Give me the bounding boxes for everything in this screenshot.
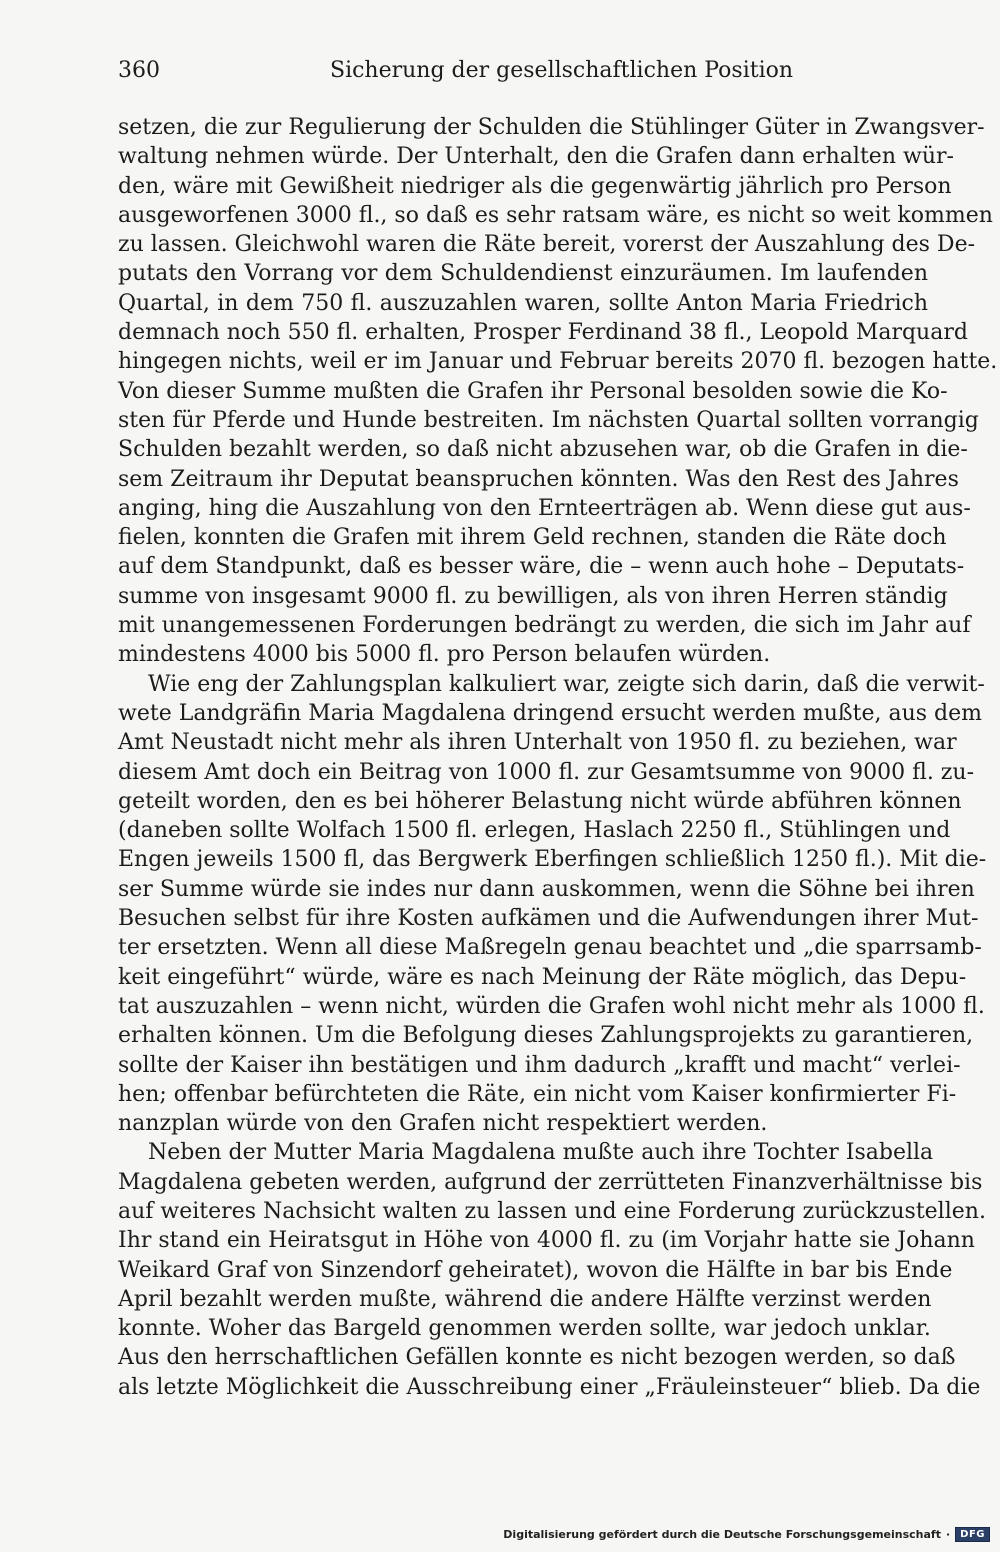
body-text — [118, 113, 998, 1402]
text-line: auf weiteres Nachsicht walten zu lassen und eine Forderung zurückzustellen. — [118, 1198, 986, 1224]
text-line: geteilt worden, den es bei höherer Belastung nicht würde abführen können — [118, 788, 962, 814]
text-line: zu lassen. Gleichwohl waren die Räte bereit, vorerst der Auszahlung des De- — [118, 232, 976, 258]
text-line: sem Zeitraum ihr Deputat beanspruchen könnten. Was den Rest des Jahres — [118, 466, 959, 492]
text-line: fielen, konnten die Grafen mit ihrem Geld rechnen, standen die Räte doch — [118, 525, 947, 551]
text-line: Neben der Mutter Maria Magdalena mußte auch ihre Tochter Isabella — [148, 1140, 934, 1166]
page-header — [118, 58, 928, 90]
text-line: hen; offenbar befürchteten die Räte, ein nicht vom Kaiser konfirmierter Fi- — [118, 1081, 957, 1107]
text-line: hingegen nichts, weil er im Januar und Februar bereits 2070 fl. bezogen hatte. — [118, 349, 998, 375]
text-line: setzen, die zur Regulierung der Schulden die Stühlinger Güter in Zwangsver- — [118, 115, 985, 140]
text-line: Magdalena gebeten werden, aufgrund der zerrütteten Finanzverhältnisse bis — [118, 1169, 983, 1195]
text-line: Ihr stand ein Heiratsgut in Höhe von 4000 fl. zu (im Vorjahr hatte sie Johann — [118, 1228, 975, 1254]
text-line: Schulden bezahlt werden, so daß nicht abzusehen war, ob die Grafen in die- — [118, 437, 968, 463]
text-line: mindestens 4000 bis 5000 fl. pro Person belaufen würden. — [118, 642, 771, 668]
text-line: ter ersetzten. Wenn all diese Maßregeln genau beachtet und „die sparrsamb- — [118, 935, 982, 961]
text-line: ausgeworfenen 3000 fl., so daß es sehr ratsam wäre, es nicht so weit kommen — [118, 202, 993, 228]
text-line: sten für Pferde und Hunde bestreiten. Im nächsten Quartal sollten vorrangig — [118, 407, 979, 433]
text-line: Aus den herrschaftlichen Gefällen konnte es nicht bezogen werden, so daß — [118, 1345, 956, 1371]
text-line: Amt Neustadt nicht mehr als ihren Unterhalt von 1950 fl. zu beziehen, war — [118, 730, 957, 756]
text-line: nanzplan würde von den Grafen nicht respektiert werden. — [118, 1111, 768, 1137]
text-line: diesem Amt doch ein Beitrag von 1000 fl. zur Gesamtsumme von 9000 fl. zu- — [118, 759, 975, 785]
text-line: Wie eng der Zahlungsplan kalkuliert war, zeigte sich darin, daß die verwit- — [148, 671, 985, 697]
text-line: Von dieser Summe mußten die Grafen ihr Personal besolden sowie die Ko- — [118, 378, 948, 404]
text-line: demnach noch 550 fl. erhalten, Prosper Ferdinand 38 fl., Leopold Marquard — [118, 320, 968, 346]
text-line: als letzte Möglichkeit die Ausschreibung einer „Fräuleinsteuer“ blieb. Da die — [118, 1374, 981, 1400]
text-line: keit eingeführt“ würde, wäre es nach Meinung der Räte möglich, das Depu- — [118, 964, 967, 990]
footer-credit: Digitalisierung gefördert durch die Deutsche Forschungsgemeinschaft — [503, 1527, 941, 1541]
text-line: Besuchen selbst für ihre Kosten aufkämen und die Aufwendungen ihrer Mut- — [118, 906, 979, 932]
text-line: April bezahlt werden mußte, während die andere Hälfte verzinst werden — [118, 1286, 932, 1312]
text-line: waltung nehmen würde. Der Unterhalt, den die Grafen dann erhalten wür- — [118, 144, 954, 170]
text-line: (daneben sollte Wolfach 1500 fl. erlegen, Haslach 2250 fl., Stühlingen und — [118, 818, 951, 844]
text-line: summe von insgesamt 9000 fl. zu bewilligen, als von ihren Herren ständig — [118, 583, 948, 609]
footer-bar: Digitalisierung gefördert durch die Deutsche Forschungsgemeinschaft · DFG — [503, 1524, 990, 1544]
page-number: 360 — [118, 58, 160, 83]
text-line: anging, hing die Auszahlung von den Ernteerträgen ab. Wenn diese gut aus- — [118, 495, 971, 521]
text-line: Engen jeweils 1500 fl, das Bergwerk Eberfingen schließlich 1250 fl.). Mit die- — [118, 847, 987, 873]
running-title: Sicherung der gesellschaftlichen Position — [330, 58, 794, 83]
text-line: putats den Vorrang vor dem Schuldendienst einzuräumen. Im laufenden — [118, 261, 928, 287]
text-line: erhalten können. Um die Befolgung dieses Zahlungsprojekts zu garantieren, — [118, 1023, 974, 1049]
text-line: auf dem Standpunkt, daß es besser wäre, die – wenn auch hohe – Deputats- — [118, 554, 965, 580]
text-line: mit unangemessenen Forderungen bedrängt zu werden, die sich im Jahr auf — [118, 613, 971, 639]
text-line: sollte der Kaiser ihn bestätigen und ihm dadurch „krafft und macht“ verlei- — [118, 1052, 961, 1078]
text-line: Quartal, in dem 750 fl. auszuzahlen waren, sollte Anton Maria Friedrich — [118, 290, 928, 316]
text-line: tat auszuzahlen – wenn nicht, würden die Grafen wohl nicht mehr als 1000 fl. — [118, 993, 985, 1019]
text-line: konnte. Woher das Bargeld genommen werden sollte, war jedoch unklar. — [118, 1316, 931, 1342]
text-line: Weikard Graf von Sinzendorf geheiratet), wovon die Hälfte in bar bis Ende — [118, 1257, 953, 1283]
text-line: wete Landgräfin Maria Magdalena dringend ersucht werden mußte, aus dem — [118, 700, 983, 726]
text-line: ser Summe würde sie indes nur dann auskommen, wenn die Söhne bei ihren — [118, 876, 975, 902]
text-line: den, wäre mit Gewißheit niedriger als die gegenwärtig jährlich pro Person — [118, 173, 952, 199]
dfg-logo-icon: DFG — [955, 1527, 990, 1542]
